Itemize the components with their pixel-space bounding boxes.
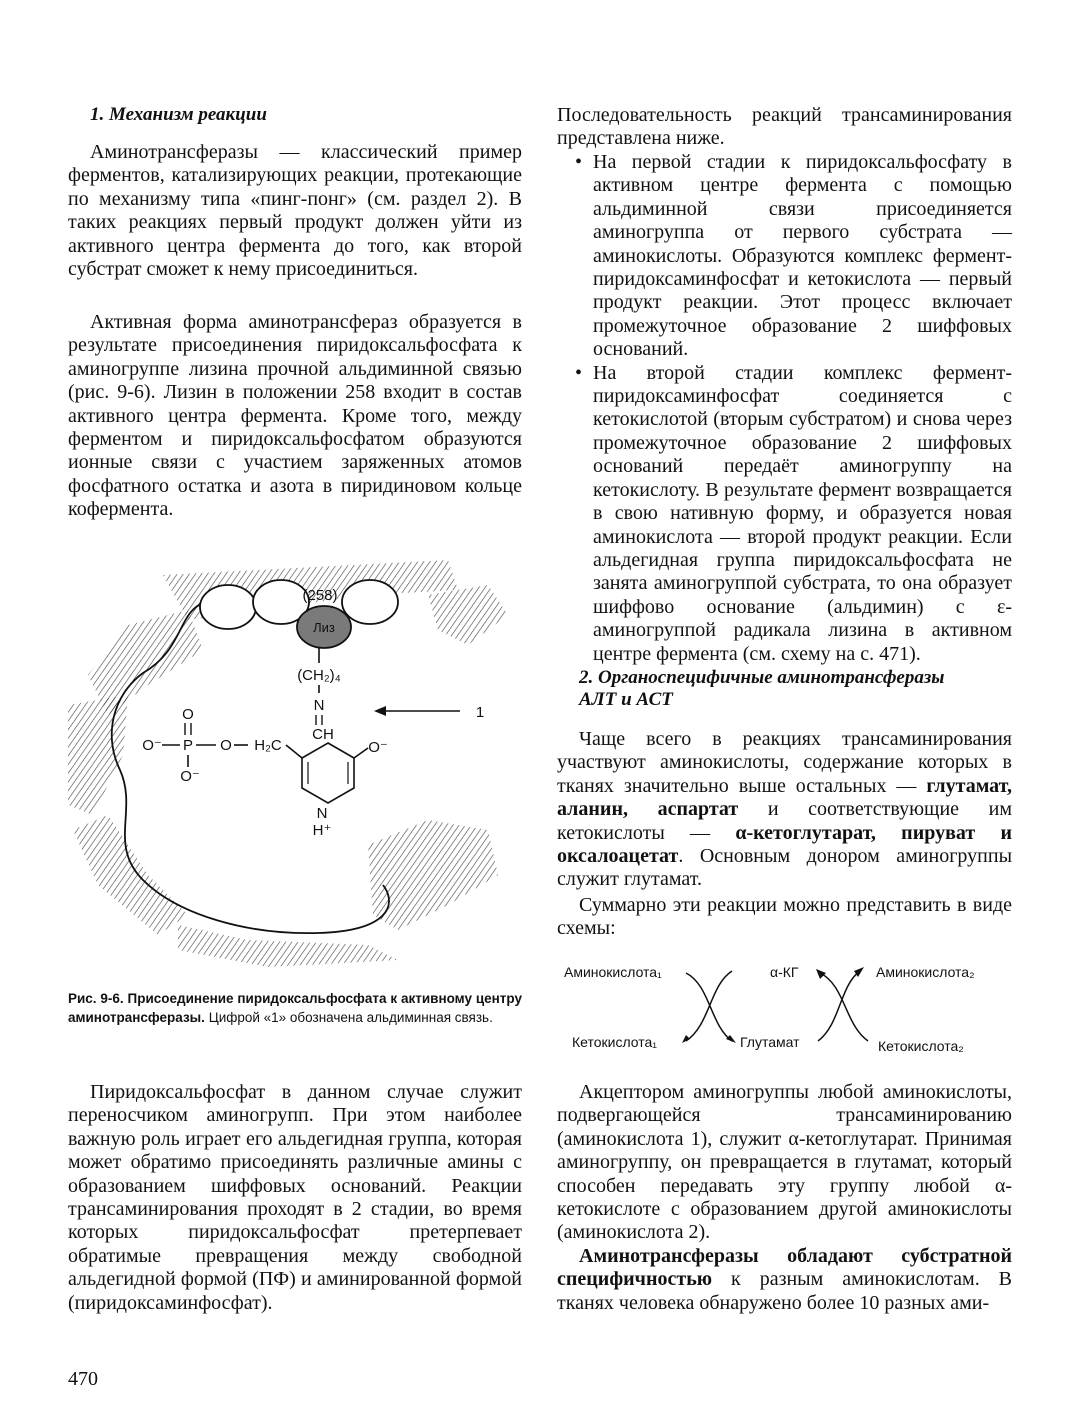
phosphate-oxygen-top: O [182,706,194,723]
phosphate-oxygen-left: O⁻ [142,737,162,754]
paragraph-sequence-intro: Последовательность реакций трансаминирования представлена ниже. [557,104,1012,150]
phosphorus-label: P [182,737,194,754]
proton-label: H⁺ [312,822,332,839]
schema-glutamate: Глутамат [740,1034,800,1050]
n-label: N [313,697,325,714]
page-number: 470 [68,1368,98,1390]
residue-bead [200,585,256,629]
stage-one-item: • На первой стадии к пиридоксальфосфату в активном центре фермента с помощью альдиминной связи присоединяется аминогруппа от первого субстрата — аминокислоты. Образуются комплекс фермент-пиридоксаминфосфат и кетокислота — первый продукт реакции. Этот процесс включает промежуточное образование 2 шиффовых оснований. [557,151,1012,362]
schema-aminoacid-2: Аминокислота₂ [876,964,975,980]
caption-title: Рис. 9-6. Присоединение пиридоксальфосфата к активному центру аминотрансферазы. [68,991,522,1025]
pyridoxal-binding-figure [68,555,522,980]
section-2-title [579,667,1012,711]
paragraph-carrier: Пиридоксальфосфат в данном случае служит переносчиком аминогрупп. При этом наиболее важную роль играет его альдегидная группа, которая может обратимо присоединять различные амины с образованием шиффовых оснований. Реакции трансаминирования проходят в 2 стадии, во время которых пиридоксальфосфат претерпевает обратимые превращения между свободной альдегидной формой (ПФ) и аминированной формой (пиридоксаминфосфат). [68,1081,522,1314]
ring-nitrogen: N [316,805,328,822]
phosphate-oxygen-bottom: O⁻ [180,768,200,785]
section-2-title-line2: АЛТ и АСТ [579,689,673,710]
section-2-title-line1: 2. Органоспецифичные аминотрансферазы [579,667,945,688]
transamination-schema [560,955,1020,1065]
h2c-label: H₂C [254,737,282,754]
schema-ketoacid-1: Кетокислота₁ [572,1034,658,1050]
stage-two-item: • На второй стадии комплекс фермент-пиридоксаминфосфат соединяется с кетокислотой (вторым субстратом) и снова через промежуточное образование 2 шиффовых оснований передаёт аминогруппу на кетокислоту. В результате фермент возвращается в свою нативную форму, и образуется новая аминокислота — второй продукт реакции. Если альдегидная группа пиридоксальфосфата не занята аминогруппой субстрата, то она образует шиффово основание (альдимин) с ε-аминогруппой радикала лизина в активном центре фермента (см. схему на с. 471). [557,362,1012,666]
residue-bead [342,580,398,624]
paragraph-specificity: Аминотрансферазы обладают субстратной специфичностью к разным аминокислотам. В тканях человека обнаружено более 10 разных ами- [557,1245,1012,1314]
caption-text: Цифрой «1» обозначена альдиминная связь. [204,1009,493,1025]
arrow-head [374,706,386,716]
stage-list [557,151,1012,666]
paragraph-schema-intro: Суммарно эти реакции можно представить в виде схемы: [557,894,1012,940]
paragraph-ping-pong: Аминотрансферазы — классический пример ферментов, катализирующих реакции, протекающие по механизму типа «пинг-понг» (см. раздел 2). В таких реакциях первый продукт должен уйти из активного центра фермента до того, как второй субстрат сможет к нему присоединиться. [68,141,522,281]
schema-ketoacid-2: Кетокислота₂ [878,1038,964,1054]
schema-curve [818,971,860,1041]
ch2-label: (CH₂)₄ [297,667,341,684]
pyridine-ring [302,743,354,803]
section-1-title: 1. Механизм реакции [90,104,267,125]
schema-curve [686,971,732,1041]
paragraph-acceptor: Акцептором аминогруппы любой аминокислоты, подвергающейся трансаминированию (аминокислота 1), служит α-кетоглутарат. Принимая аминогруппу, он превращается в глутамат, который способен передавать эту группу любой α-кетокислоте с образованием другой аминокислоты (аминокислота 2). [557,1081,1012,1244]
figure-caption [68,990,522,1027]
schema-aminoacid-1: Аминокислота₁ [564,964,662,980]
position-label: (258) [302,587,338,604]
ring-oxygen: O⁻ [368,739,388,756]
paragraph-active-form: Активная форма аминотрансфераз образуется в результате присоединения пиридоксальфосфата к аминогруппе лизина прочной альдиминной связью (рис. 9-6). Лизин в положении 258 входит в состав активного центра фермента. Кроме того, между ферментом и пиридоксальфосфатом образуются ионные связи с участием заряженных атомов фосфатного остатка и азота в пиридиновом кольце кофермента. [68,311,522,521]
lysine-label: Лиз [313,620,335,635]
ch-label: CH [312,726,334,743]
arrow-number: 1 [475,704,485,721]
schema-alpha-kg: α-КГ [770,964,799,980]
bridge-oxygen: O [220,737,232,754]
paragraph-main-aminoacids: Чаще всего в реакциях трансаминирования участвуют аминокислоты, содержание которых в тканях значительно выше остальных — глутамат, аланин, аспартат и соответствующие им кетокислоты — α-кетоглутарат, пируват и оксалоацетат. Основным донором аминогруппы служит глутамат. [557,728,1012,891]
